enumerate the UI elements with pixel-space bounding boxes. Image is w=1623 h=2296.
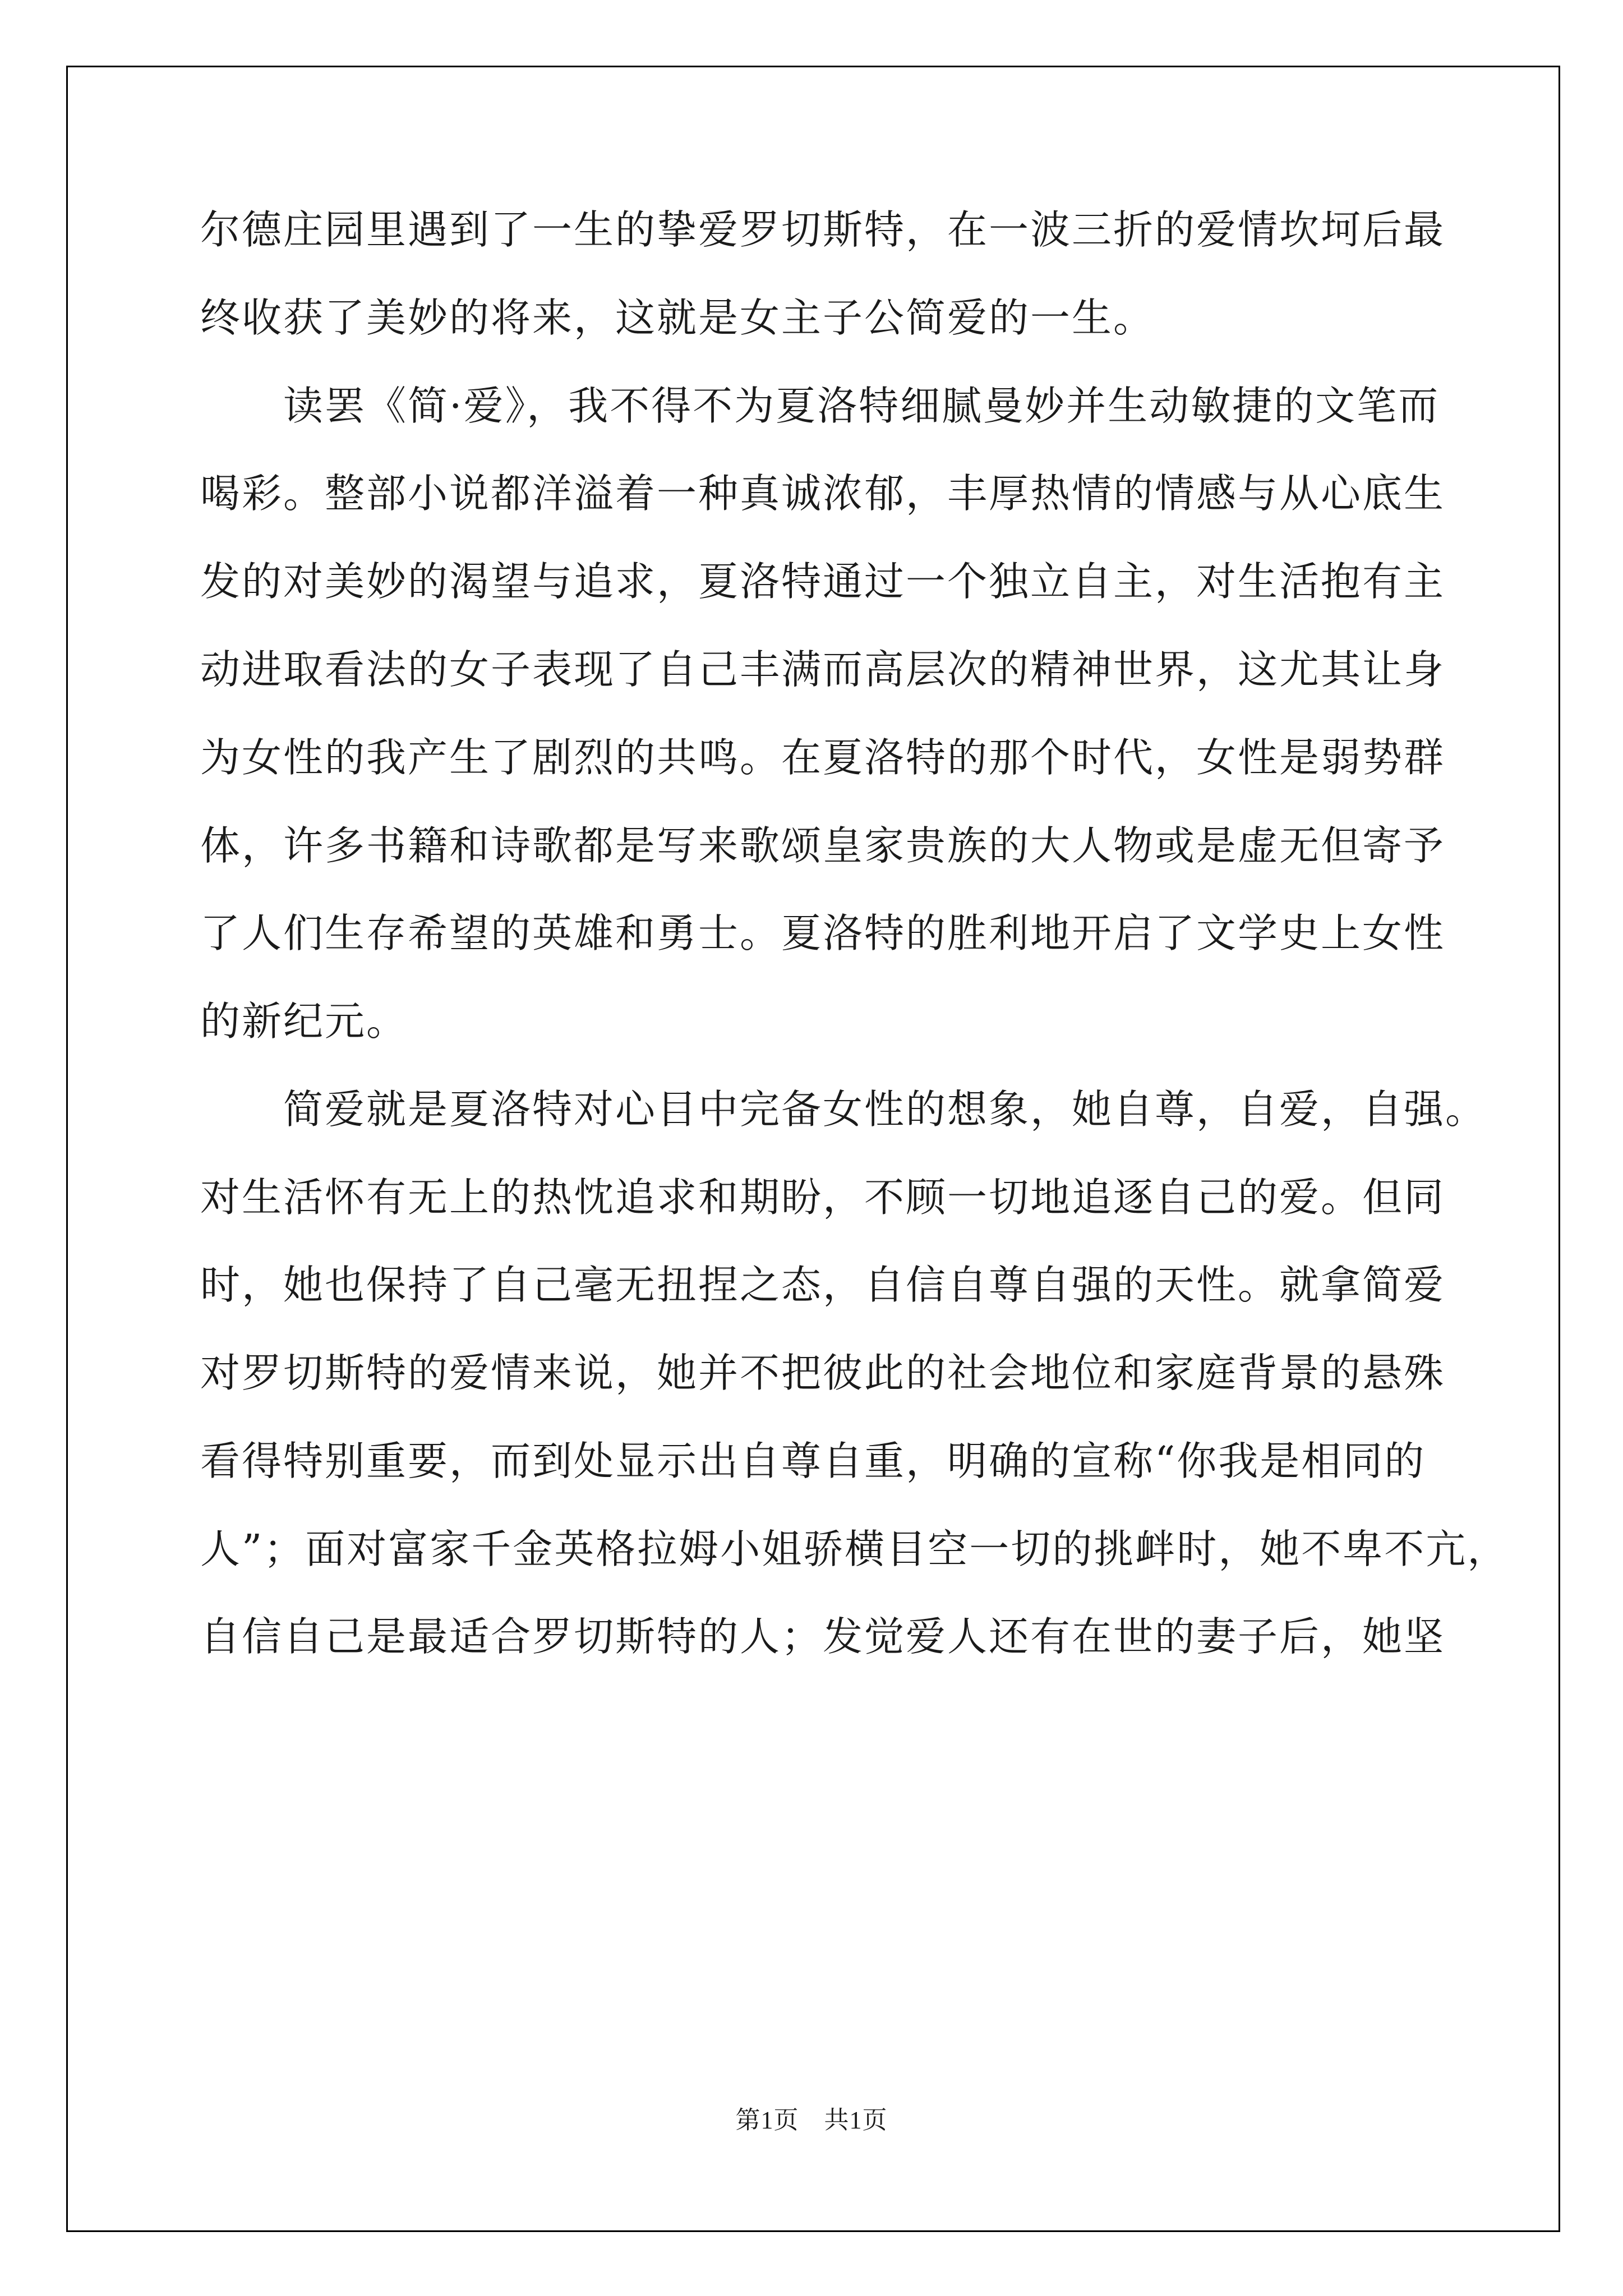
- body-text-line: 人”；面对富家千金英格拉姆小姐骄横目空一切的挑衅时，她不卑不亢，: [200, 1526, 1509, 1572]
- body-text-line: 了人们生存希望的英雄和勇士。夏洛特的胜利地开启了文学史上女性: [200, 910, 1446, 956]
- body-text-line: 喝彩。整部小说都洋溢着一种真诚浓郁，丰厚热情的情感与从心底生: [200, 470, 1446, 517]
- body-text-line: 对罗切斯特的爱情来说，她并不把彼此的社会地位和家庭背景的悬殊: [200, 1350, 1446, 1396]
- body-text-line: 对生活怀有无上的热忱追求和期盼，不顾一切地追逐自己的爱。但同: [200, 1174, 1446, 1221]
- body-text-line: 的新纪元。: [200, 998, 408, 1045]
- body-text-line: 尔德庄园里遇到了一生的挚爱罗切斯特，在一波三折的爱情坎坷后最: [200, 206, 1446, 253]
- body-text-line: 体，许多书籍和诗歌都是写来歌颂皇家贵族的大人物或是虚无但寄予: [200, 822, 1446, 869]
- body-text-line: 为女性的我产生了剧烈的共鸣。在夏洛特的那个时代，女性是弱势群: [200, 734, 1446, 781]
- body-text-line: 看得特别重要，而到处显示出自尊自重，明确的宣称“你我是相同的: [200, 1438, 1426, 1484]
- body-text-line: 终收获了美妙的将来，这就是女主子公简爱的一生。: [200, 295, 1155, 341]
- body-text-line: 简爱就是夏洛特对心目中完备女性的想象，她自尊，自爱，自强。: [200, 1086, 1487, 1133]
- body-text-line: 读罢《简·爱》，我不得不为夏洛特细腻曼妙并生动敏捷的文笔而: [200, 383, 1440, 429]
- body-text-line: 自信自己是最适合罗切斯特的人；发觉爱人还有在世的妻子后，她坚: [200, 1613, 1446, 1660]
- body-text-line: 动进取看法的女子表现了自己丰满而高层次的精神世界，这尤其让身: [200, 646, 1446, 693]
- body-text-line: 时，她也保持了自己毫无扭捏之态，自信自尊自强的天性。就拿简爱: [200, 1262, 1446, 1308]
- body-text-line: 发的对美妙的渴望与追求，夏洛特通过一个独立自主，对生活抱有主: [200, 558, 1446, 605]
- page-footer: 第1页 共1页: [735, 2106, 888, 2134]
